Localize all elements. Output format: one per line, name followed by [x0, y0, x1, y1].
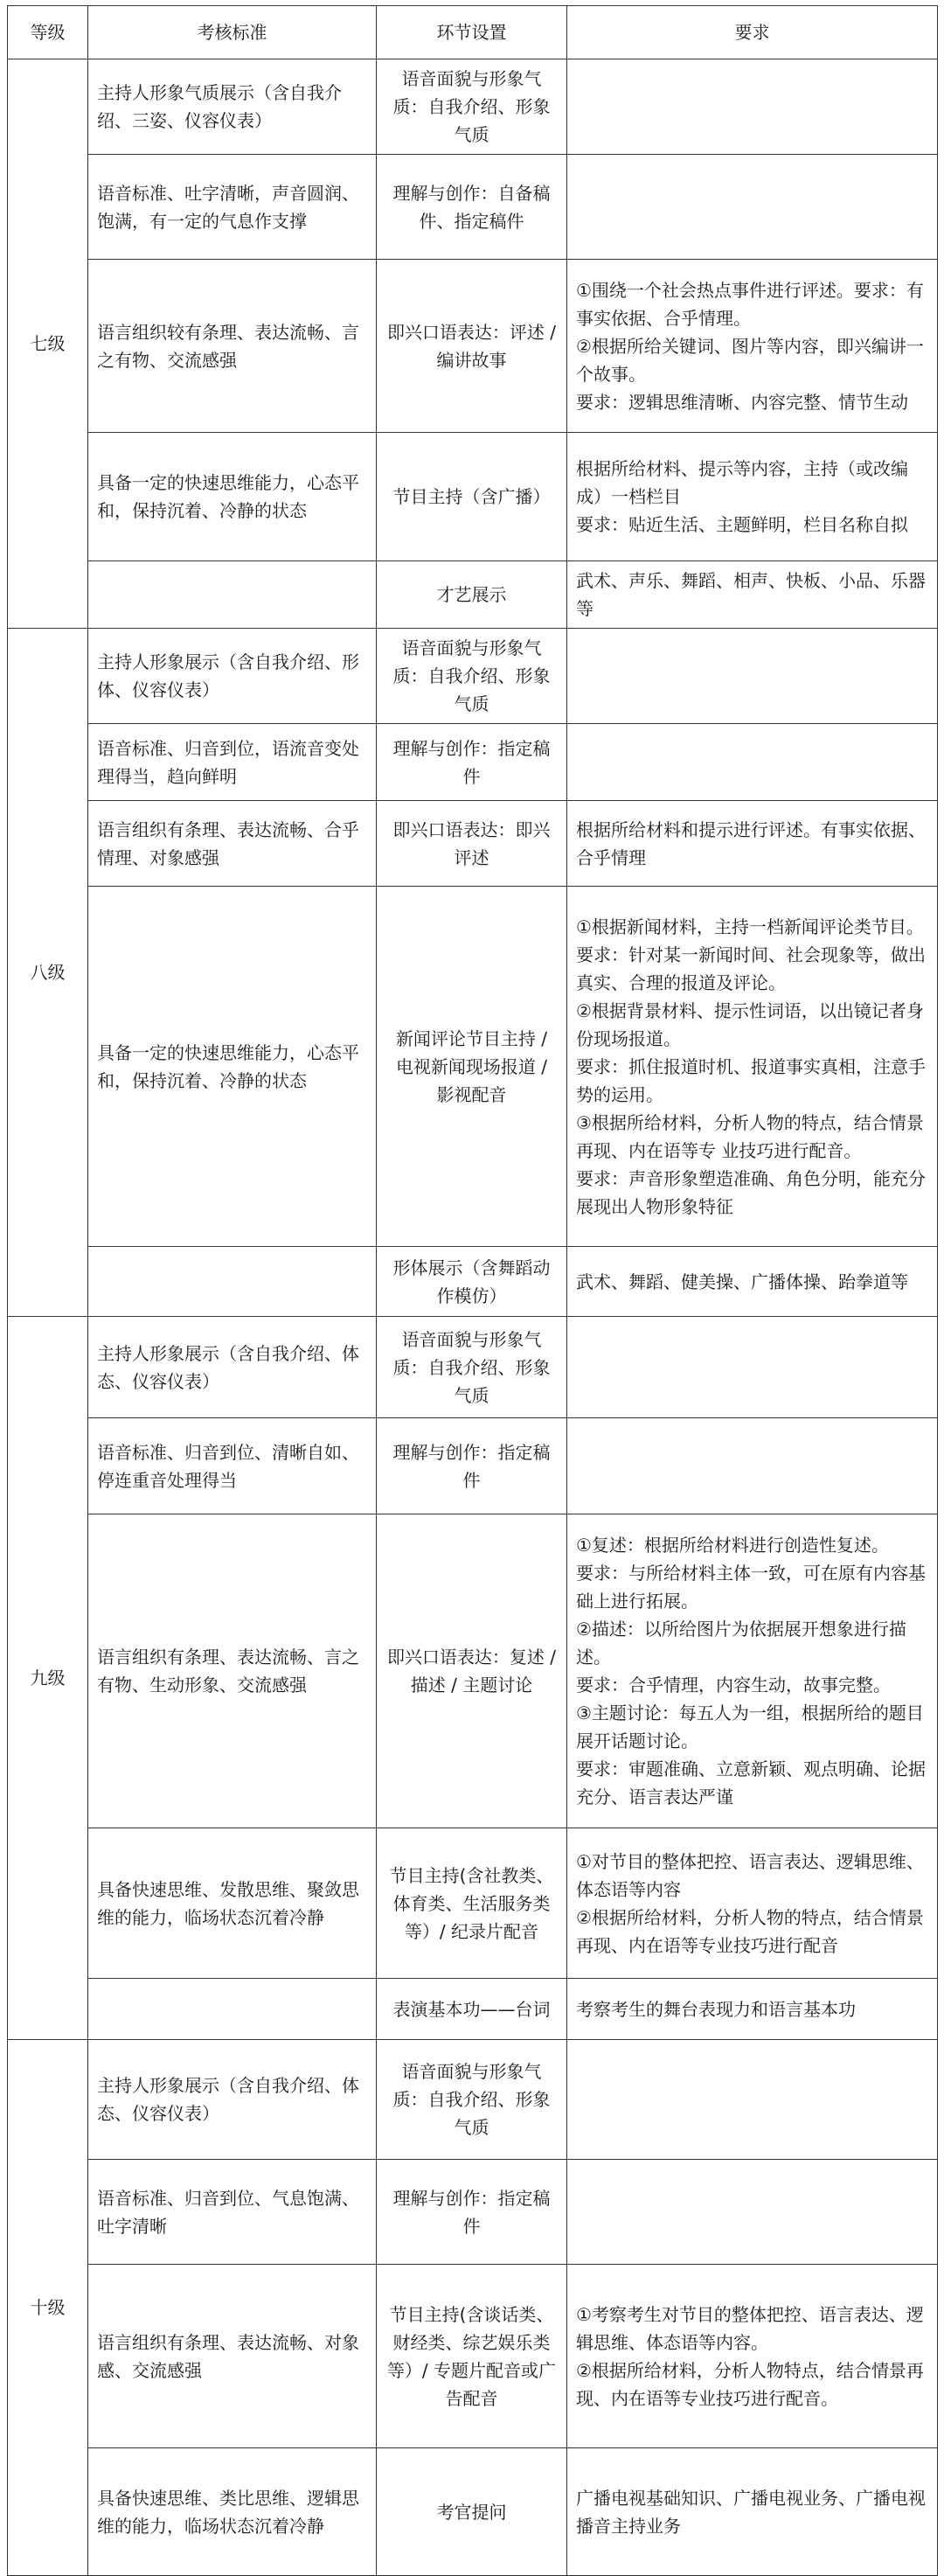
requirement-line: 广播电视基础知识、广播电视业务、广播电视播音主持业务 — [576, 2487, 926, 2537]
standard-cell: 主持人形象展示（含自我介绍、形体、仪容仪表） — [88, 629, 377, 724]
requirement-line: ①根据新闻材料，主持一档新闻评论类节目。 — [576, 916, 924, 937]
standard-cell: 具备一定的快速思维能力，心态平和，保持沉着、冷静的状态 — [88, 433, 377, 561]
segment-cell: 语音面貌与形象气质：自我介绍、形象气质 — [377, 1317, 567, 1418]
requirement-line: ①对节目的整体把控、语言表达、逻辑思维、体态语等内容 — [576, 1850, 924, 1900]
standard-cell: 语言组织较有条理、表达流畅、言之有物、交流感强 — [88, 260, 377, 433]
header-requirement: 要求 — [567, 6, 938, 59]
requirement-cell — [567, 433, 938, 561]
requirement-line: ②描述：以所给图片为依据展开想象进行描述。 — [576, 1619, 906, 1667]
segment-cell: 理解与创作：指定稿件 — [377, 2160, 567, 2265]
requirement-cell — [567, 260, 938, 433]
requirement-cell — [567, 629, 938, 724]
table-row — [8, 1979, 938, 2040]
requirement-line: 武术、声乐、舞蹈、相声、快板、小品、乐器等 — [576, 570, 926, 619]
requirement-line: 要求：合乎情理，内容生动，故事完整。 — [576, 1674, 891, 1695]
segment-cell: 考官提问 — [377, 2448, 567, 2576]
requirement-line: 要求：声音形象塑造准确、角色分明，能充分展现出人物形象特征 — [576, 1167, 926, 1217]
requirement-cell — [567, 1828, 938, 1979]
segment-cell: 语音面貌与形象气质：自我介绍、形象气质 — [377, 59, 567, 155]
level-cell: 十级 — [8, 2040, 88, 2576]
requirement-line: 要求：审题准确、立意新颖、观点明确、论据充分、语言表达严谨 — [576, 1758, 926, 1807]
requirement-line: ②根据所给材料，分析人物的特点，结合情景再现、内在语等专业技巧进行配音 — [576, 1906, 924, 1956]
table-row — [8, 2448, 938, 2576]
table-row — [8, 629, 938, 724]
level-cell: 八级 — [8, 629, 88, 1317]
requirement-cell — [567, 2448, 938, 2576]
requirement-line: 要求：贴近生活、主题鲜明，栏目名称自拟 — [576, 514, 908, 535]
requirement-cell — [567, 2160, 938, 2265]
table-row — [8, 2160, 938, 2265]
standard-cell: 主持人形象展示（含自我介绍、体态、仪容仪表） — [88, 1317, 377, 1418]
requirement-line: ①围绕一个社会热点事件进行评述。要求：有事实依据、合乎情理。 — [576, 279, 924, 329]
requirement-cell — [567, 561, 938, 629]
header-row — [8, 6, 938, 59]
table-row — [8, 1247, 938, 1317]
segment-cell: 才艺展示 — [377, 561, 567, 629]
segment-cell: 节目主持(含谈话类、财经类、综艺娱乐类等）/ 专题片配音或广告配音 — [377, 2265, 567, 2448]
requirement-line: 根据所给材料、提示等内容，主持（或改编成）一档栏目 — [576, 458, 908, 507]
requirement-cell — [567, 801, 938, 887]
segment-cell: 形体展示（含舞蹈动作模仿） — [377, 1247, 567, 1317]
table-row — [8, 1828, 938, 1979]
segment-cell: 语音面貌与形象气质：自我介绍、形象气质 — [377, 629, 567, 724]
requirement-cell — [567, 887, 938, 1247]
table-row — [8, 2265, 938, 2448]
table-row — [8, 2040, 938, 2160]
header-segment: 环节设置 — [377, 6, 567, 59]
requirement-cell — [567, 1317, 938, 1418]
header-standard: 考核标准 — [88, 6, 377, 59]
level-cell: 九级 — [8, 1317, 88, 2040]
requirement-line: 要求：与所给材料主体一致，可在原有内容基础上进行拓展。 — [576, 1563, 926, 1612]
segment-cell: 理解与创作：自备稿件、指定稿件 — [377, 155, 567, 260]
requirement-cell — [567, 155, 938, 260]
segment-cell: 节目主持（含广播） — [377, 433, 567, 561]
requirement-line: ②根据所给关键词、图片等内容，即兴编讲一个故事。 — [576, 335, 924, 385]
requirement-line: 根据所给材料和提示进行评述。有事实依据、合乎情理 — [576, 818, 926, 868]
standard-cell — [88, 561, 377, 629]
standard-cell: 语音标准、归音到位、清晰自如、停连重音处理得当 — [88, 1418, 377, 1514]
table-row — [8, 724, 938, 801]
standard-cell: 语音标准、吐字清晰，声音圆润、饱满，有一定的气息作支撑 — [88, 155, 377, 260]
table-row — [8, 1317, 938, 1418]
requirement-cell — [567, 1979, 938, 2040]
requirement-line: ①复述：根据所给材料进行创造性复述。 — [576, 1535, 889, 1556]
segment-cell: 即兴口语表达：评述 / 编讲故事 — [377, 260, 567, 433]
table-row — [8, 260, 938, 433]
segment-cell: 节目主持(含社教类、体育类、生活服务类等）/ 纪录片配音 — [377, 1828, 567, 1979]
requirement-line: ①考察考生对节目的整体把控、语言表达、逻辑思维、体态语等内容。 — [576, 2303, 924, 2353]
table-body — [8, 59, 938, 2576]
standard-cell: 语言组织有条理、表达流畅、合乎情理、对象感强 — [88, 801, 377, 887]
requirement-line: ③根据所给材料，分析人物的特点，结合情景再现、内在语等专 业技巧进行配音。 — [576, 1111, 924, 1161]
standard-cell: 语言组织有条理、表达流畅、对象感、交流感强 — [88, 2265, 377, 2448]
segment-cell: 语音面貌与形象气质：自我介绍、形象气质 — [377, 2040, 567, 2160]
level-cell: 七级 — [8, 59, 88, 629]
requirement-line: ③主题讨论：每五人为一组，根据所给的题目展开话题讨论。 — [576, 1702, 924, 1751]
requirement-cell — [567, 2040, 938, 2160]
standard-cell — [88, 1247, 377, 1317]
standard-cell: 具备一定的快速思维能力，心态平和，保持沉着、冷静的状态 — [88, 887, 377, 1247]
requirement-cell — [567, 724, 938, 801]
requirement-line: ②根据背景材料、提示性词语，以出镜记者身份现场报道。 — [576, 999, 924, 1049]
requirement-line: 武术、舞蹈、健美操、广播体操、跆拳道等 — [576, 1271, 908, 1292]
requirement-cell — [567, 1418, 938, 1514]
segment-cell: 新闻评论节目主持 / 电视新闻现场报道 / 影视配音 — [377, 887, 567, 1247]
table-row — [8, 561, 938, 629]
requirement-line: ②根据所给材料，分析人物特点，结合情景再现、内在语等专业技巧进行配音。 — [576, 2359, 924, 2409]
segment-cell: 理解与创作：指定稿件 — [377, 724, 567, 801]
standard-cell: 主持人形象展示（含自我介绍、体态、仪容仪表） — [88, 2040, 377, 2160]
table-row — [8, 433, 938, 561]
standard-cell: 语音标准、归音到位、气息饱满、吐字清晰 — [88, 2160, 377, 2265]
requirement-line: 要求：抓住报道时机、报道事实真相，注意手势的运用。 — [576, 1055, 926, 1105]
requirement-cell — [567, 59, 938, 155]
standard-cell: 语言组织有条理、表达流畅、言之有物、生动形象、交流感强 — [88, 1514, 377, 1828]
table-row — [8, 1514, 938, 1828]
table-row — [8, 59, 938, 155]
standard-cell: 具备快速思维、类比思维、逻辑思维的能力，临场状态沉着冷静 — [88, 2448, 377, 2576]
table-row — [8, 155, 938, 260]
table-row — [8, 1418, 938, 1514]
requirement-line: 考察考生的舞台表现力和语言基本功 — [576, 1998, 856, 2020]
header-level: 等级 — [8, 6, 88, 59]
requirement-cell — [567, 1514, 938, 1828]
requirement-cell — [567, 1247, 938, 1317]
standard-cell — [88, 1979, 377, 2040]
standard-cell: 具备快速思维、发散思维、聚敛思维的能力，临场状态沉着冷静 — [88, 1828, 377, 1979]
standard-cell: 主持人形象气质展示（含自我介绍、三姿、仪容仪表） — [88, 59, 377, 155]
table-row — [8, 801, 938, 887]
requirement-line: 要求：针对某一新闻时间、社会现象等，做出真实、合理的报道及评论。 — [576, 943, 926, 993]
segment-cell: 表演基本功——台词 — [377, 1979, 567, 2040]
requirement-line: 要求：逻辑思维清晰、内容完整、情节生动 — [576, 391, 908, 413]
segment-cell: 即兴口语表达：即兴评述 — [377, 801, 567, 887]
grading-table — [7, 5, 938, 2576]
segment-cell: 即兴口语表达：复述 / 描述 / 主题讨论 — [377, 1514, 567, 1828]
table-row — [8, 887, 938, 1247]
segment-cell: 理解与创作：指定稿件 — [377, 1418, 567, 1514]
requirement-cell — [567, 2265, 938, 2448]
standard-cell: 语音标准、归音到位，语流音变处理得当，趋向鲜明 — [88, 724, 377, 801]
